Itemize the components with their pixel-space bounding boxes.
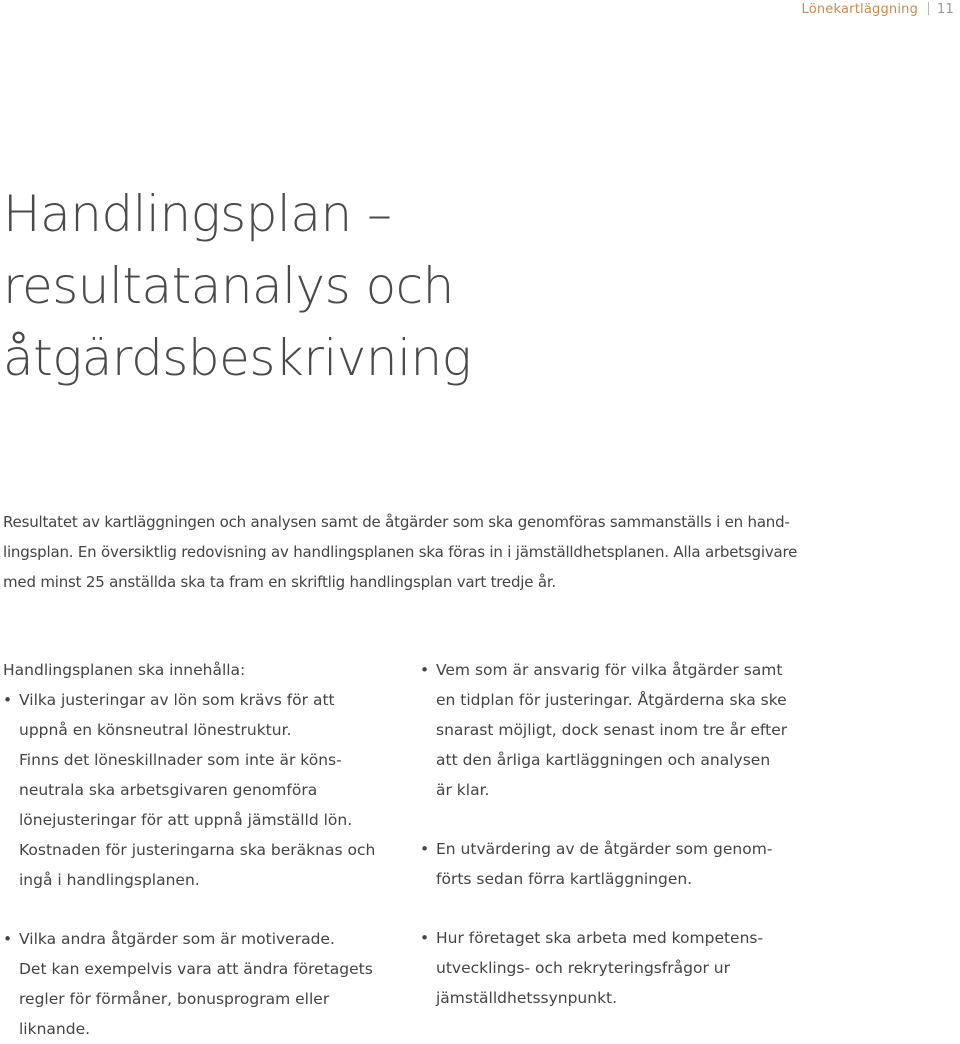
header-divider — [928, 2, 929, 15]
page-number: 11 — [937, 2, 954, 17]
list-lead: Handlingsplanen ska innehålla: — [3, 661, 246, 679]
list-item-line: ingå i handlingsplanen. — [19, 871, 200, 889]
intro-line: med minst 25 anställda ska ta fram en skriftlig handlingsplan vart tredje år. — [3, 573, 556, 591]
list-item-line: Vem som är ansvarig för vilka åtgärder samt — [436, 661, 783, 679]
intro-paragraph — [3, 507, 798, 597]
list-item — [3, 685, 393, 895]
bullet-icon: • — [420, 840, 430, 858]
list-item-line: Vilka andra åtgärder som är motiverade. — [19, 930, 335, 948]
bullet-icon: • — [420, 929, 430, 947]
title-line: resultatanalys och — [3, 257, 454, 315]
title-line: Handlingsplan – — [3, 185, 392, 243]
running-header — [802, 2, 955, 17]
list-item — [420, 655, 810, 805]
list-item-line: Vilka justeringar av lön som krävs för att — [19, 691, 335, 709]
list-item-line: liknande. — [19, 1020, 91, 1038]
list-item — [420, 923, 810, 1013]
list-item-line: snarast möjligt, dock senast inom tre år efter — [436, 721, 788, 739]
left-column — [3, 655, 393, 1044]
intro-line: lingsplan. En översiktlig redovisning av handlingsplanen ska föras in i jämställdhetsplanen. Alla arbetsgivare — [3, 543, 798, 561]
bullet-icon: • — [3, 930, 13, 948]
list-item-line: Finns det löneskillnader som inte är köns- — [19, 751, 342, 769]
list-item-line: Det kan exempelvis vara att ändra företagets — [19, 960, 373, 978]
bullet-icon: • — [3, 691, 13, 709]
list-item-line: Kostnaden för justeringarna ska beräknas och — [19, 841, 376, 859]
list-item-line: regler för förmåner, bonusprogram eller — [19, 990, 330, 1008]
page-title — [3, 178, 471, 394]
list-item-line: lönejusteringar för att uppnå jämställd lön. — [19, 811, 353, 829]
title-line: åtgärdsbeskrivning — [3, 329, 472, 387]
list-item-line: en tidplan för justeringar. Åtgärderna ska ske — [436, 691, 787, 709]
right-column — [420, 655, 810, 1013]
list-item-line: jämställdhetssynpunkt. — [436, 989, 618, 1007]
intro-line: Resultatet av kartläggningen och analysen samt de åtgärder som ska genomföras sammanställs i en hand- — [3, 513, 790, 531]
list-item-line: utvecklings- och rekryteringsfrågor ur — [436, 959, 731, 977]
list-item-line: förts sedan förra kartläggningen. — [436, 870, 693, 888]
list-item-line: att den årliga kartläggningen och analysen — [436, 751, 771, 769]
list-item-line: En utvärdering av de åtgärder som genom- — [436, 840, 773, 858]
bullet-icon: • — [420, 661, 430, 679]
list-item-line: neutrala ska arbetsgivaren genomföra — [19, 781, 318, 799]
list-item — [3, 924, 393, 1044]
list-item-line: är klar. — [436, 781, 490, 799]
section-name: Lönekartläggning — [801, 2, 919, 17]
list-item-line: uppnå en könsneutral lönestruktur. — [19, 721, 292, 739]
list-item — [420, 834, 810, 894]
list-item-line: Hur företaget ska arbeta med kompetens- — [436, 929, 764, 947]
